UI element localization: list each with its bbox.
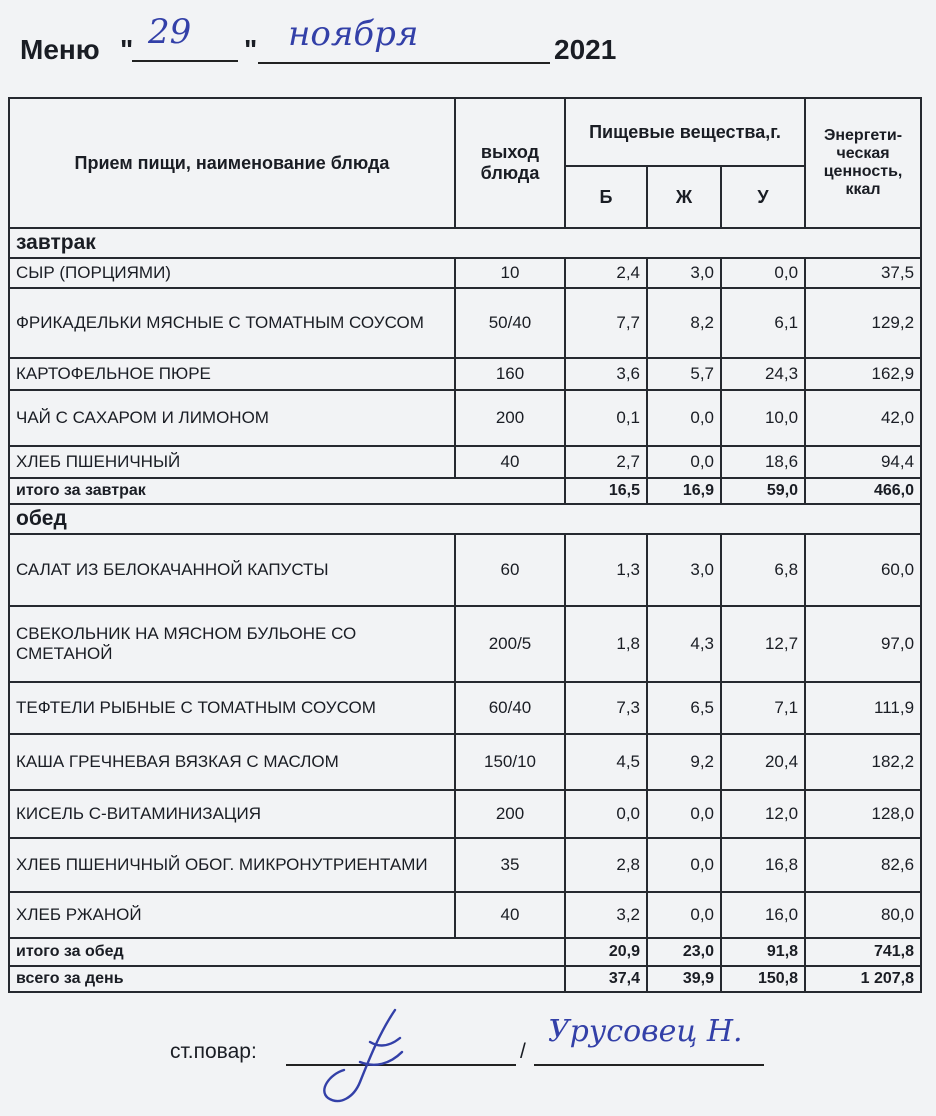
section-breakfast — [9, 228, 921, 258]
table-row — [9, 358, 921, 390]
dish-carbs: 6,8 — [721, 534, 805, 606]
chef-label: ст.повар: — [170, 1040, 257, 1063]
dish-name: САЛАТ ИЗ БЕЛОКАЧАННОЙ КАПУСТЫ — [9, 534, 455, 606]
dish-carbs: 0,0 — [721, 258, 805, 288]
total-fat: 16,9 — [647, 478, 721, 504]
table-row — [9, 534, 921, 606]
table-row — [9, 390, 921, 446]
dish-kcal: 80,0 — [805, 892, 921, 938]
dish-carbs: 16,0 — [721, 892, 805, 938]
dish-fat: 0,0 — [647, 790, 721, 838]
section-title: обед — [9, 504, 921, 534]
dish-fat: 0,0 — [647, 446, 721, 478]
total-row-breakfast — [9, 478, 921, 504]
protein-column-header: Б — [565, 166, 647, 228]
quote-open: " — [120, 34, 134, 65]
handwritten-month: ноября — [288, 14, 419, 54]
dish-fat: 5,7 — [647, 358, 721, 390]
dish-carbs: 24,3 — [721, 358, 805, 390]
dish-fat: 8,2 — [647, 288, 721, 358]
dish-name: СВЕКОЛЬНИК НА МЯСНОМ БУЛЬОНЕ СО СМЕТАНОЙ — [9, 606, 455, 682]
dish-yield: 60/40 — [455, 682, 565, 734]
total-kcal: 741,8 — [805, 938, 921, 966]
total-label: итого за завтрак — [9, 478, 565, 504]
chef-signature — [300, 1002, 420, 1110]
dish-fat: 0,0 — [647, 838, 721, 892]
section-lunch — [9, 504, 921, 534]
table-row — [9, 258, 921, 288]
total-carbs: 91,8 — [721, 938, 805, 966]
name-underline — [534, 1064, 764, 1066]
dish-carbs: 6,1 — [721, 288, 805, 358]
menu-label: Меню — [20, 34, 100, 65]
dish-protein: 3,6 — [565, 358, 647, 390]
table-row — [9, 682, 921, 734]
dish-name: ХЛЕБ ПШЕНИЧНЫЙ — [9, 446, 455, 478]
dish-kcal: 82,6 — [805, 838, 921, 892]
dish-kcal: 129,2 — [805, 288, 921, 358]
dish-name: ХЛЕБ РЖАНОЙ — [9, 892, 455, 938]
dish-yield: 40 — [455, 446, 565, 478]
dish-column-header: Прием пищи, наименование блюда — [9, 98, 455, 228]
table-row — [9, 790, 921, 838]
dish-carbs: 12,7 — [721, 606, 805, 682]
dish-kcal: 128,0 — [805, 790, 921, 838]
grand-total-protein: 37,4 — [565, 966, 647, 992]
grand-total-label: всего за день — [9, 966, 565, 992]
dish-name: КАРТОФЕЛЬНОЕ ПЮРЕ — [9, 358, 455, 390]
header-row — [9, 98, 921, 166]
signature-separator: / — [520, 1040, 526, 1063]
dish-kcal: 182,2 — [805, 734, 921, 790]
dish-protein: 0,1 — [565, 390, 647, 446]
dish-carbs: 7,1 — [721, 682, 805, 734]
menu-table — [8, 97, 922, 993]
dish-name: КАША ГРЕЧНЕВАЯ ВЯЗКАЯ С МАСЛОМ — [9, 734, 455, 790]
table-row — [9, 288, 921, 358]
dish-kcal: 42,0 — [805, 390, 921, 446]
dish-carbs: 20,4 — [721, 734, 805, 790]
dish-yield: 35 — [455, 838, 565, 892]
year: 2021 — [554, 34, 617, 65]
dish-yield: 200 — [455, 390, 565, 446]
footer — [170, 1040, 257, 1064]
dish-protein: 4,5 — [565, 734, 647, 790]
dish-yield: 160 — [455, 358, 565, 390]
section-title: завтрак — [9, 228, 921, 258]
dish-name: ЧАЙ С САХАРОМ И ЛИМОНОМ — [9, 390, 455, 446]
dish-fat: 3,0 — [647, 534, 721, 606]
table-row — [9, 838, 921, 892]
menu-header — [20, 12, 620, 82]
total-row-lunch — [9, 938, 921, 966]
dish-fat: 6,5 — [647, 682, 721, 734]
dish-kcal: 162,9 — [805, 358, 921, 390]
dish-carbs: 16,8 — [721, 838, 805, 892]
table-row — [9, 734, 921, 790]
quote-close: " — [244, 34, 258, 65]
dish-protein: 1,8 — [565, 606, 647, 682]
dish-fat: 0,0 — [647, 390, 721, 446]
dish-yield: 50/40 — [455, 288, 565, 358]
dish-protein: 2,7 — [565, 446, 647, 478]
dish-name: ФРИКАДЕЛЬКИ МЯСНЫЕ С ТОМАТНЫМ СОУСОМ — [9, 288, 455, 358]
month-underline — [258, 62, 550, 64]
dish-protein: 3,2 — [565, 892, 647, 938]
total-label: итого за обед — [9, 938, 565, 966]
dish-yield: 10 — [455, 258, 565, 288]
dish-name: СЫР (ПОРЦИЯМИ) — [9, 258, 455, 288]
dish-name: КИСЕЛЬ С-ВИТАМИНИЗАЦИЯ — [9, 790, 455, 838]
dish-kcal: 60,0 — [805, 534, 921, 606]
dish-yield: 150/10 — [455, 734, 565, 790]
handwritten-chef-name: Урусовец Н. — [548, 1014, 743, 1049]
dish-fat: 3,0 — [647, 258, 721, 288]
nutrients-column-header: Пищевые вещества,г. — [565, 98, 805, 166]
grand-total-kcal: 1 207,8 — [805, 966, 921, 992]
total-protein: 16,5 — [565, 478, 647, 504]
energy-column-header: Энергети-ческая ценность, ккал — [805, 98, 921, 228]
dish-protein: 2,8 — [565, 838, 647, 892]
dish-kcal: 37,5 — [805, 258, 921, 288]
table-row — [9, 892, 921, 938]
dish-protein: 1,3 — [565, 534, 647, 606]
grand-total-carbs: 150,8 — [721, 966, 805, 992]
dish-protein: 7,7 — [565, 288, 647, 358]
dish-name: ХЛЕБ ПШЕНИЧНЫЙ ОБОГ. МИКРОНУТРИЕНТАМИ — [9, 838, 455, 892]
dish-fat: 0,0 — [647, 892, 721, 938]
yield-column-header: выход блюда — [455, 98, 565, 228]
dish-yield: 200 — [455, 790, 565, 838]
grand-total-row — [9, 966, 921, 992]
dish-name: ТЕФТЕЛИ РЫБНЫЕ С ТОМАТНЫМ СОУСОМ — [9, 682, 455, 734]
carbs-column-header: У — [721, 166, 805, 228]
table-row — [9, 606, 921, 682]
total-fat: 23,0 — [647, 938, 721, 966]
dish-kcal: 111,9 — [805, 682, 921, 734]
dish-fat: 9,2 — [647, 734, 721, 790]
grand-total-fat: 39,9 — [647, 966, 721, 992]
total-protein: 20,9 — [565, 938, 647, 966]
total-kcal: 466,0 — [805, 478, 921, 504]
total-carbs: 59,0 — [721, 478, 805, 504]
dish-carbs: 10,0 — [721, 390, 805, 446]
table-row — [9, 446, 921, 478]
dish-protein: 0,0 — [565, 790, 647, 838]
dish-yield: 40 — [455, 892, 565, 938]
fat-column-header: Ж — [647, 166, 721, 228]
dish-kcal: 94,4 — [805, 446, 921, 478]
dish-carbs: 18,6 — [721, 446, 805, 478]
dish-kcal: 97,0 — [805, 606, 921, 682]
dish-protein: 7,3 — [565, 682, 647, 734]
dish-carbs: 12,0 — [721, 790, 805, 838]
dish-fat: 4,3 — [647, 606, 721, 682]
dish-protein: 2,4 — [565, 258, 647, 288]
day-underline — [132, 60, 238, 62]
dish-yield: 200/5 — [455, 606, 565, 682]
dish-yield: 60 — [455, 534, 565, 606]
handwritten-day: 29 — [148, 12, 192, 52]
